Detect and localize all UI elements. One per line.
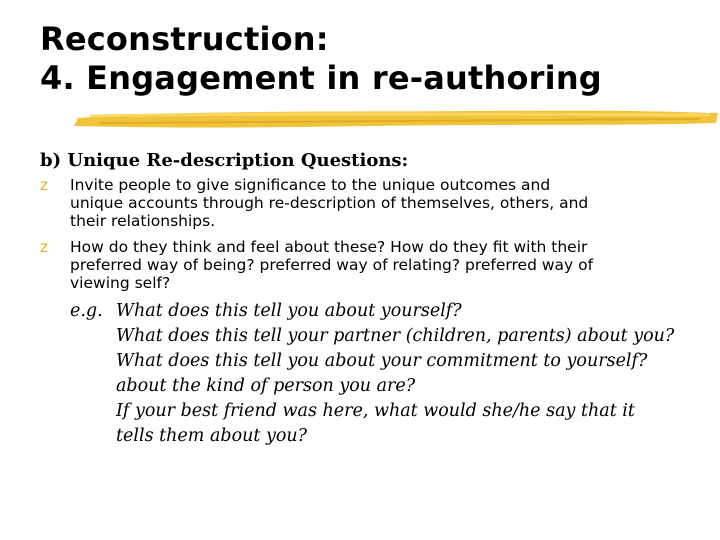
example-line: What does this tell you about your commitment to yourself? [116, 351, 648, 371]
bullet-item [40, 176, 680, 230]
section-heading: b) Unique Re-description Questions: [40, 150, 409, 171]
title-underline-brush [70, 106, 720, 132]
bullet-marker: z [40, 176, 48, 194]
bullet-line: their relationships. [70, 212, 216, 230]
bullet-line: preferred way of being? preferred way of relating? preferred way of [70, 256, 594, 274]
example-text: What does this tell you about yourself? [116, 301, 462, 321]
example-line: tells them about you? [116, 426, 308, 446]
example-line: If your best friend was here, what would she/he say that it [116, 401, 635, 421]
bullet-text [70, 238, 680, 292]
bullet-item [40, 238, 680, 292]
slide-title-line-2: 4. Engagement in re-authoring [40, 59, 602, 97]
bullet-line: Invite people to give significance to the unique outcomes and [70, 176, 551, 194]
bullet-text [70, 176, 680, 230]
bullet-line: How do they think and feel about these? How do they fit with their [70, 238, 588, 256]
example-line [70, 299, 710, 324]
example-line: What does this tell your partner (children, parents) about you? [116, 326, 675, 346]
slide-title [40, 20, 700, 98]
slide-title-line-1: Reconstruction: [40, 20, 329, 58]
example-prefix: e.g. [70, 301, 103, 321]
bullet-marker: z [40, 238, 48, 256]
example-line: about the kind of person you are? [116, 376, 416, 396]
bullet-line: viewing self? [70, 274, 171, 292]
bullet-line: unique accounts through re-description of themselves, others, and [70, 194, 589, 212]
example-questions [70, 299, 710, 449]
